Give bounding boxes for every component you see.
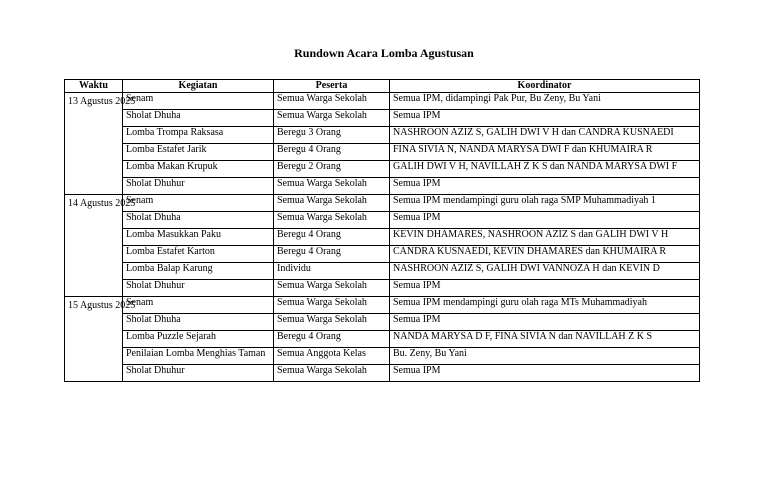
table-row	[65, 212, 700, 229]
header-koordinator: Koordinator	[390, 80, 700, 93]
header-peserta: Peserta	[274, 80, 390, 93]
koordinator-cell: NASHROON AZIZ S, GALIH DWI V H dan CANDRA KUSNAEDI	[390, 127, 700, 144]
kegiatan-cell: Lomba Makan Krupuk	[123, 161, 274, 178]
table-row	[65, 93, 700, 110]
table-row	[65, 229, 700, 246]
header-waktu: Waktu	[65, 80, 123, 93]
peserta-cell: Semua Warga Sekolah	[274, 93, 390, 110]
kegiatan-cell: Lomba Estafet Karton	[123, 246, 274, 263]
table-row	[65, 331, 700, 348]
peserta-cell: Beregu 4 Orang	[274, 229, 390, 246]
kegiatan-cell: Senam	[123, 93, 274, 110]
peserta-cell: Semua Anggota Kelas	[274, 348, 390, 365]
peserta-cell: Semua Warga Sekolah	[274, 280, 390, 297]
kegiatan-cell: Sholat Dhuha	[123, 110, 274, 127]
waktu-cell: 13 Agustus 2025	[65, 93, 123, 195]
peserta-cell: Beregu 4 Orang	[274, 331, 390, 348]
peserta-cell: Semua Warga Sekolah	[274, 195, 390, 212]
peserta-cell: Semua Warga Sekolah	[274, 314, 390, 331]
koordinator-cell: Semua IPM	[390, 212, 700, 229]
peserta-cell: Semua Warga Sekolah	[274, 110, 390, 127]
koordinator-cell: Semua IPM, didampingi Pak Pur, Bu Zeny, Bu Yani	[390, 93, 700, 110]
kegiatan-cell: Lomba Estafet Jarik	[123, 144, 274, 161]
koordinator-cell: NASHROON AZIZ S, GALIH DWI VANNOZA H dan KEVIN D	[390, 263, 700, 280]
kegiatan-cell: Lomba Trompa Raksasa	[123, 127, 274, 144]
table-row	[65, 365, 700, 382]
peserta-cell: Semua Warga Sekolah	[274, 365, 390, 382]
table-row	[65, 127, 700, 144]
waktu-cell: 15 Agustus 2025	[65, 297, 123, 382]
table-row	[65, 263, 700, 280]
kegiatan-cell: Lomba Masukkan Paku	[123, 229, 274, 246]
table-row	[65, 144, 700, 161]
table-row	[65, 178, 700, 195]
koordinator-cell: Bu. Zeny, Bu Yani	[390, 348, 700, 365]
kegiatan-cell: Sholat Dhuha	[123, 314, 274, 331]
header-kegiatan: Kegiatan	[123, 80, 274, 93]
waktu-cell: 14 Agustus 2025	[65, 195, 123, 297]
document-title: Rundown Acara Lomba Agustusan	[294, 46, 474, 60]
kegiatan-cell: Sholat Dhuhur	[123, 280, 274, 297]
peserta-cell: Beregu 3 Orang	[274, 127, 390, 144]
peserta-cell: Beregu 4 Orang	[274, 246, 390, 263]
header-row	[65, 80, 700, 93]
table-row	[65, 314, 700, 331]
table-row	[65, 280, 700, 297]
rundown-body	[65, 93, 700, 382]
koordinator-cell: Semua IPM	[390, 280, 700, 297]
kegiatan-cell: Sholat Dhuhur	[123, 178, 274, 195]
koordinator-cell: CANDRA KUSNAEDI, KEVIN DHAMARES dan KHUMAIRA R	[390, 246, 700, 263]
table-row	[65, 348, 700, 365]
kegiatan-cell: Lomba Balap Karung	[123, 263, 274, 280]
koordinator-cell: Semua IPM mendampingi guru olah raga SMP Muhammadiyah 1	[390, 195, 700, 212]
kegiatan-cell: Senam	[123, 195, 274, 212]
table-row	[65, 161, 700, 178]
koordinator-cell: NANDA MARYSA D F, FINA SIVIA N dan NAVILLAH Z K S	[390, 331, 700, 348]
koordinator-cell: Semua IPM	[390, 178, 700, 195]
table-row	[65, 110, 700, 127]
peserta-cell: Individu	[274, 263, 390, 280]
peserta-cell: Beregu 4 Orang	[274, 144, 390, 161]
koordinator-cell: KEVIN DHAMARES, NASHROON AZIZ S dan GALIH DWI V H	[390, 229, 700, 246]
table-row	[65, 246, 700, 263]
kegiatan-cell: Sholat Dhuhur	[123, 365, 274, 382]
kegiatan-cell: Senam	[123, 297, 274, 314]
kegiatan-cell: Penilaian Lomba Menghias Taman	[123, 348, 274, 365]
peserta-cell: Semua Warga Sekolah	[274, 297, 390, 314]
koordinator-cell: FINA SIVIA N, NANDA MARYSA DWI F dan KHUMAIRA R	[390, 144, 700, 161]
peserta-cell: Semua Warga Sekolah	[274, 212, 390, 229]
kegiatan-cell: Sholat Dhuha	[123, 212, 274, 229]
koordinator-cell: Semua IPM	[390, 365, 700, 382]
rundown-table	[64, 79, 700, 382]
koordinator-cell: Semua IPM	[390, 314, 700, 331]
peserta-cell: Semua Warga Sekolah	[274, 178, 390, 195]
peserta-cell: Beregu 2 Orang	[274, 161, 390, 178]
koordinator-cell: Semua IPM	[390, 110, 700, 127]
kegiatan-cell: Lomba Puzzle Sejarah	[123, 331, 274, 348]
koordinator-cell: Semua IPM mendampingi guru olah raga MTs Muhammadiyah	[390, 297, 700, 314]
koordinator-cell: GALIH DWI V H, NAVILLAH Z K S dan NANDA MARYSA DWI F	[390, 161, 700, 178]
table-row	[65, 195, 700, 212]
table-row	[65, 297, 700, 314]
